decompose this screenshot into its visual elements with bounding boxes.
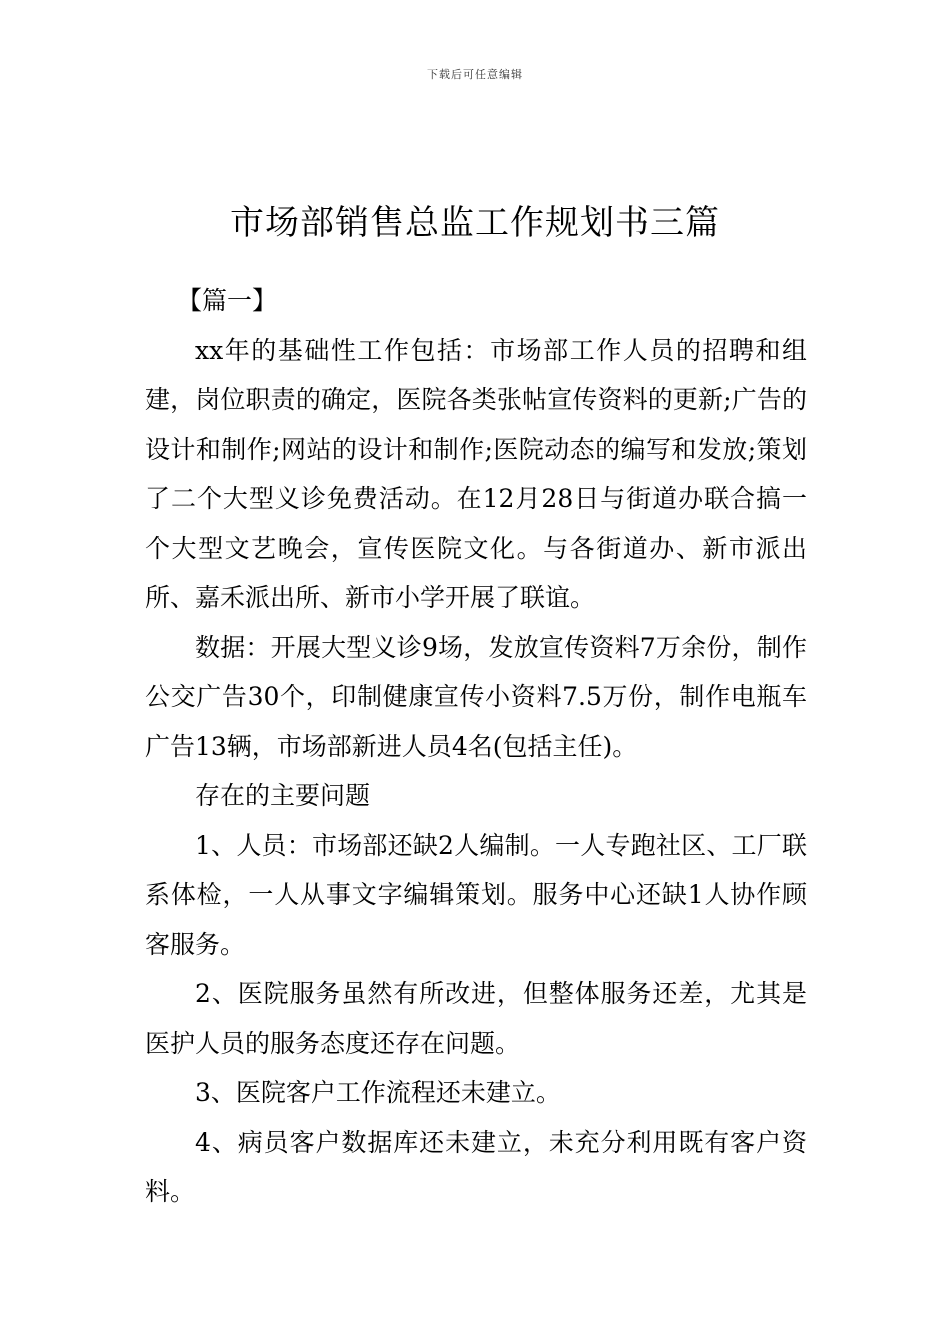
document-body <box>145 276 807 1217</box>
paragraph-basic-work: xx年的基础性工作包括：市场部工作人员的招聘和组建，岗位职责的确定，医院各类张帖宣传资料的更新;广告的设计和制作;网站的设计和制作;医院动态的编写和发放;策划了二个大型义诊免费活动。在12月28日与街道办联合搞一个大型文艺晚会，宣传医院文化。与各街道办、新市派出所、嘉禾派出所、新市小学开展了联谊。 <box>145 335 807 612</box>
page-header-note: 下载后可任意编辑 <box>427 68 523 81</box>
paragraph-problem-1: 1、人员：市场部还缺2人编制。一人专跑社区、工厂联系体检，一人从事文字编辑策划。服务中心还缺1人协作顾客服务。 <box>145 830 807 959</box>
paragraph-problem-2: 2、医院服务虽然有所改进，但整体服务还差，尤其是医护人员的服务态度还存在问题。 <box>145 979 807 1058</box>
paragraph-problem-3: 3、医院客户工作流程还未建立。 <box>195 1078 561 1107</box>
paragraph-problems-heading: 存在的主要问题 <box>195 781 371 810</box>
paragraph-problem-4: 4、病员客户数据库还未建立，未充分利用既有客户资料。 <box>145 1127 807 1206</box>
document-title: 市场部销售总监工作规划书三篇 <box>230 202 720 243</box>
paragraph-statistics: 数据：开展大型义诊9场，发放宣传资料7万余份，制作公交广告30个，印制健康宣传小资料7.5万份，制作电瓶车广告13辆，市场部新进人员4名(包括主任)。 <box>145 632 807 761</box>
section-label: 【篇一】 <box>177 286 278 315</box>
